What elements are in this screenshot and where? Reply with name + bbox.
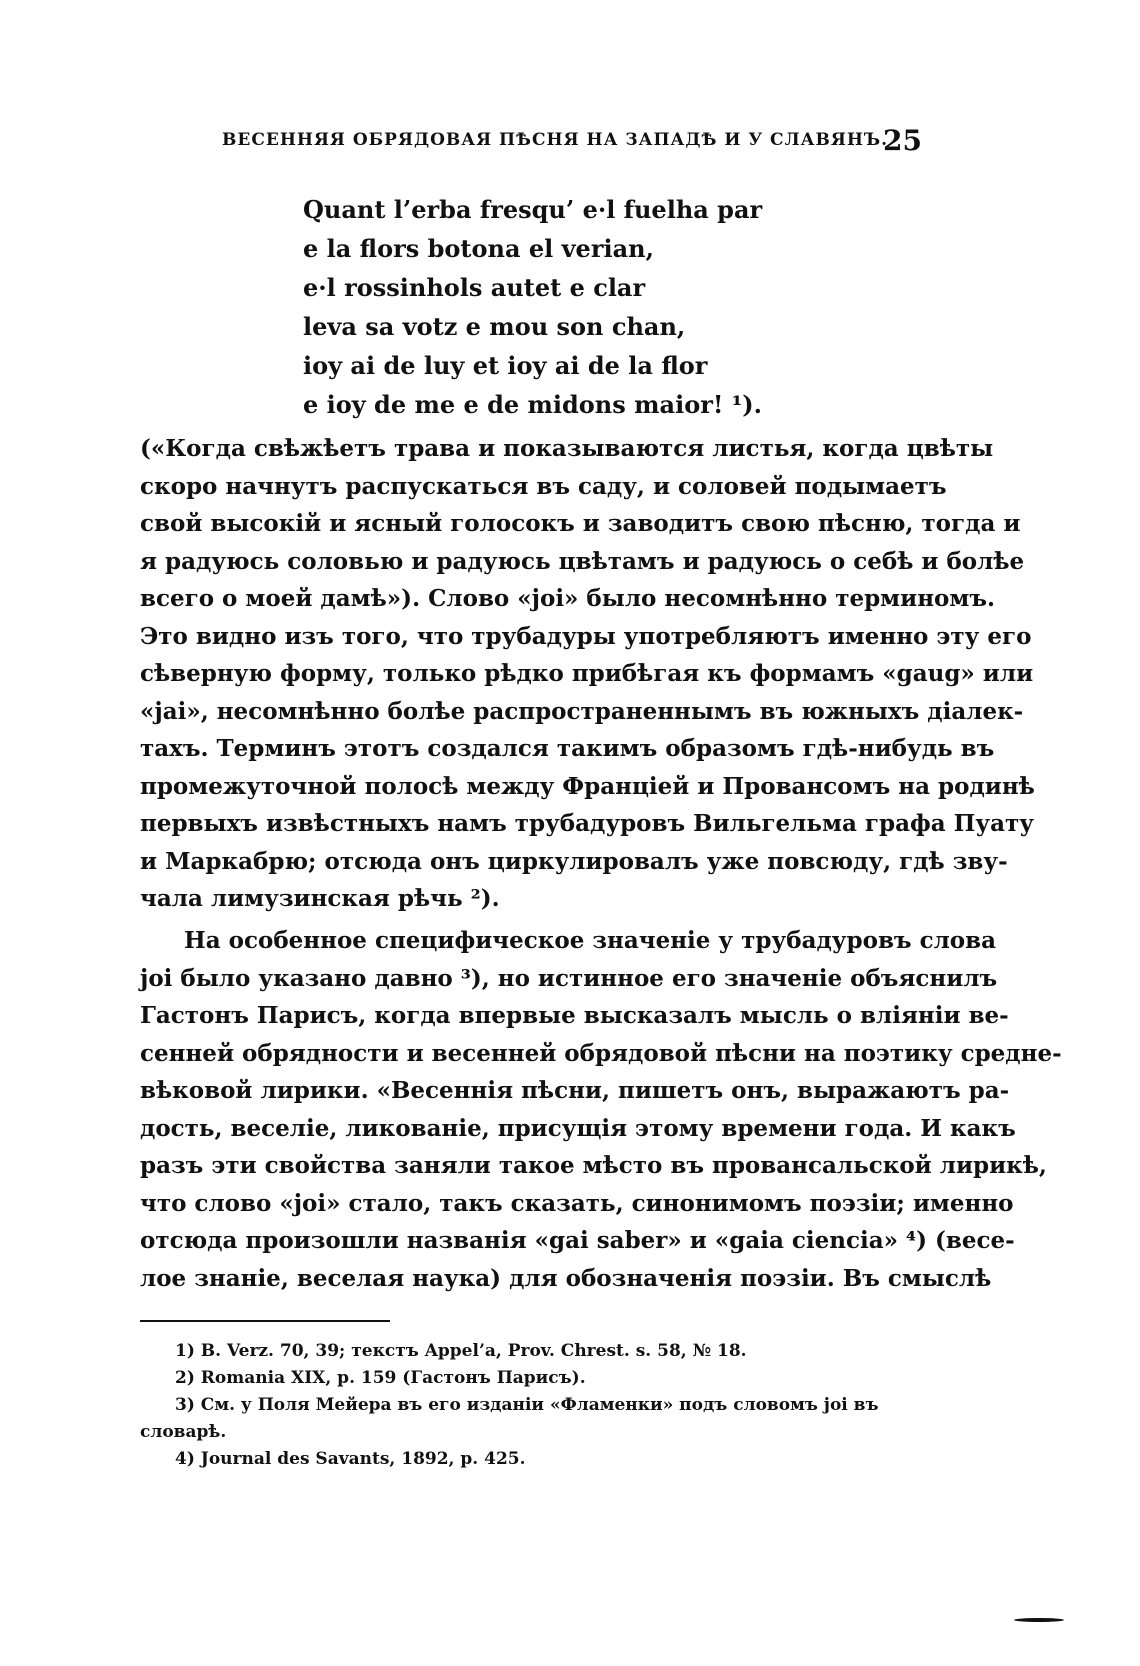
verse-line: e ioy de me e de midons maior! ¹).: [303, 390, 762, 419]
text-line: Это видно изъ того, что трубадуры употребляютъ именно эту его: [140, 622, 1032, 650]
text-line: Гастонъ Парисъ, когда впервые высказалъ мысль о вліяніи ве-: [140, 1002, 1009, 1029]
text-line: лое знаніе, веселая наука) для обозначенія поэзіи. Въ смыслѣ: [140, 1264, 992, 1292]
verse-line: leva sa votz e mou son chan,: [303, 312, 686, 341]
verse-line: ioy ai de luy et ioy ai de la flor: [303, 351, 708, 380]
page-number: 25: [883, 124, 922, 157]
text-line: дость, веселіе, ликованіе, присущія этому времени года. И какъ: [140, 1114, 1016, 1142]
text-line: и Маркабрю; отсюда онъ циркулировалъ уже повсюду, гдѣ зву-: [140, 847, 1008, 875]
text-line: «jai», несомнѣнно болѣе распространеннымъ въ южныхъ діалек-: [140, 697, 1024, 725]
footnote: 3) См. у Поля Мейера въ его изданіи «Фламенки» подъ словомъ joi въ: [175, 1395, 879, 1415]
text-line: что слово «joi» стало, такъ сказать, синонимомъ поэзіи; именно: [140, 1189, 1014, 1217]
verse-line: Quant l’erba fresqu’ e·l fuelha par: [303, 195, 763, 224]
paragraph-gaston-paris: [140, 922, 1062, 1297]
text-line: свой высокій и ясный голосокъ и заводитъ свою пѣсню, тогда и: [140, 510, 1021, 537]
verse-quote: [303, 190, 863, 424]
page-ornament: [1014, 1618, 1064, 1622]
text-line: первыхъ извѣстныхъ намъ трубадуровъ Вильгельма графа Пуату: [140, 810, 1034, 837]
text-line: разъ эти свойства заняли такое мѣсто въ провансальской лирикѣ,: [140, 1152, 1047, 1179]
footnote-divider: [140, 1320, 390, 1322]
text-line: тахъ. Терминъ этотъ создался такимъ образомъ гдѣ-нибудь въ: [140, 735, 995, 762]
verse-line: e·l rossinhols autet e clar: [303, 273, 646, 302]
footnote: 1) B. Verz. 70, 39; текстъ Appel’a, Prov. Chrest. s. 58, № 18.: [175, 1341, 747, 1361]
text-line: я радуюсь соловью и радуюсь цвѣтамъ и радуюсь о себѣ и болѣе: [140, 547, 1025, 575]
footnote-continuation: словарѣ.: [140, 1422, 227, 1442]
text-line: скоро начнутъ распускаться въ саду, и соловей подымаетъ: [140, 472, 947, 500]
paragraph-translation: [140, 430, 1035, 918]
text-line: На особенное специфическое значеніе у трубадуровъ слова: [184, 927, 997, 954]
text-line: сѣверную форму, только рѣдко прибѣгая къ формамъ «gaug» или: [140, 660, 1034, 687]
verse-line: e la flors botona el verian,: [303, 234, 654, 263]
text-line: чала лимузинская рѣчь ²).: [140, 885, 500, 912]
text-line: отсюда произошли названія «gai saber» и «gaia ciencia» ⁴) (весе-: [140, 1227, 1015, 1254]
running-title: ВЕСЕННЯЯ ОБРЯДОВАЯ ПѢСНЯ НА ЗАПАДѢ И У СЛАВЯНЪ.: [222, 130, 889, 150]
footnote: 4) Journal des Savants, 1892, p. 425.: [175, 1449, 526, 1469]
text-line: вѣковой лирики. «Весеннія пѣсни, пишетъ онъ, выражаютъ ра-: [140, 1077, 1010, 1104]
text-line: сенней обрядности и весенней обрядовой пѣсни на поэтику средне-: [140, 1039, 1062, 1067]
text-line: joi было указано давно ³), но истинное его значеніе объяснилъ: [140, 964, 998, 992]
footnote: 2) Romania XIX, p. 159 (Гастонъ Парисъ).: [175, 1368, 586, 1388]
text-line: всего о моей дамѣ»). Слово «joi» было несомнѣнно терминомъ.: [140, 585, 996, 612]
footnotes: [140, 1338, 920, 1473]
text-line: промежуточной полосѣ между Франціей и Провансомъ на родинѣ: [140, 772, 1035, 800]
text-line: («Когда свѣжѣетъ трава и показываются листья, когда цвѣты: [140, 435, 994, 462]
running-head: [222, 124, 922, 158]
